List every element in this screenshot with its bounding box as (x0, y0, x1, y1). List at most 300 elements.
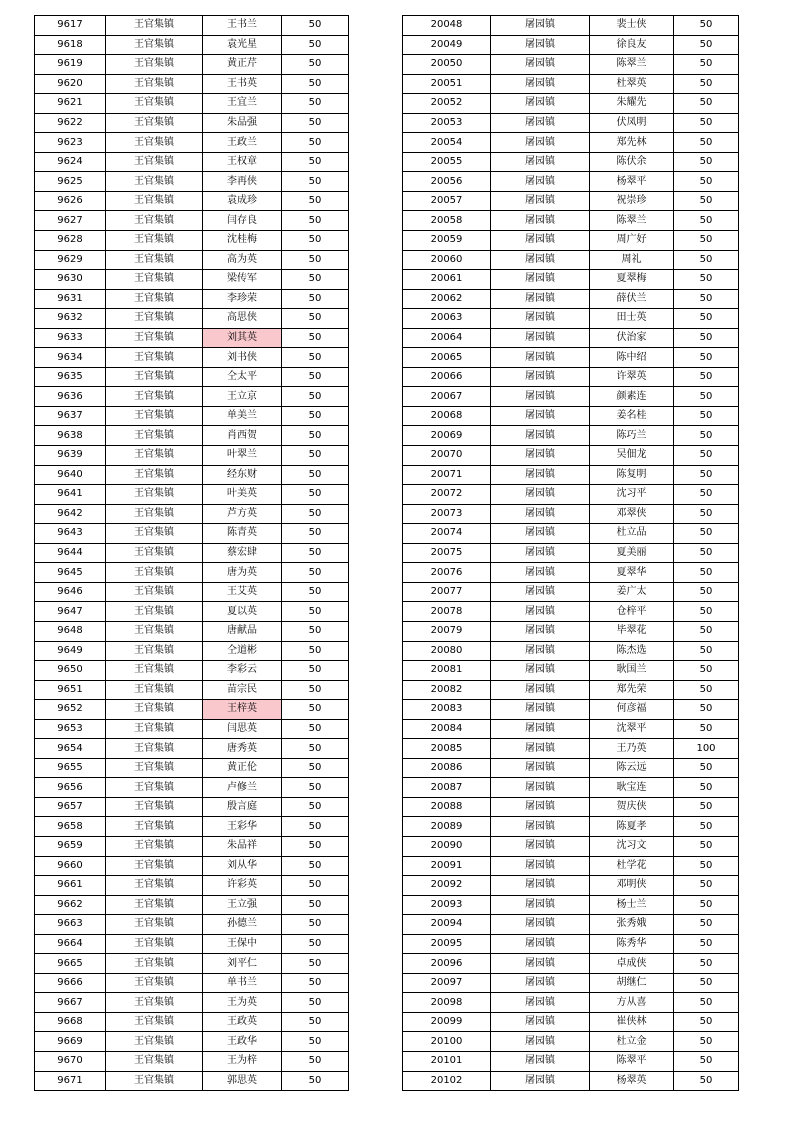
amount-cell: 50 (674, 661, 739, 681)
name-cell: 杜翠英 (590, 74, 674, 94)
table-row (403, 719, 739, 739)
town-cell: 屠园镇 (491, 55, 590, 75)
table-row (403, 270, 739, 290)
id-cell: 20071 (403, 465, 491, 485)
name-cell: 夏美丽 (590, 543, 674, 563)
id-cell: 20059 (403, 231, 491, 251)
amount-cell: 50 (674, 152, 739, 172)
id-cell: 20094 (403, 915, 491, 935)
amount-cell: 50 (674, 524, 739, 544)
id-cell: 9664 (35, 934, 106, 954)
name-cell: 张秀娥 (590, 915, 674, 935)
town-cell: 王官集镇 (106, 1051, 203, 1071)
table-row (403, 778, 739, 798)
id-cell: 9665 (35, 954, 106, 974)
amount-cell: 50 (674, 289, 739, 309)
id-cell: 9649 (35, 641, 106, 661)
name-cell: 陈翠兰 (590, 211, 674, 231)
town-cell: 屠园镇 (491, 739, 590, 759)
amount-cell: 50 (674, 55, 739, 75)
amount-cell: 50 (282, 211, 349, 231)
town-cell: 王官集镇 (106, 231, 203, 251)
table-row (35, 1071, 349, 1091)
town-cell: 王官集镇 (106, 113, 203, 133)
table-row (35, 113, 349, 133)
town-cell: 王官集镇 (106, 856, 203, 876)
town-cell: 屠园镇 (491, 602, 590, 622)
town-cell: 屠园镇 (491, 426, 590, 446)
town-cell: 王官集镇 (106, 133, 203, 153)
id-cell: 9645 (35, 563, 106, 583)
amount-cell: 50 (674, 641, 739, 661)
town-cell: 屠园镇 (491, 680, 590, 700)
id-cell: 9667 (35, 993, 106, 1013)
table-row (35, 211, 349, 231)
name-cell: 高为英 (203, 250, 282, 270)
table-row (35, 680, 349, 700)
table-row (35, 778, 349, 798)
table-row (35, 328, 349, 348)
name-cell: 孙德兰 (203, 915, 282, 935)
name-cell: 沈习平 (590, 485, 674, 505)
amount-cell: 50 (282, 524, 349, 544)
town-cell: 王官集镇 (106, 582, 203, 602)
id-cell: 9652 (35, 700, 106, 720)
name-cell: 郭思英 (203, 1071, 282, 1091)
amount-cell: 50 (674, 621, 739, 641)
amount-cell: 50 (674, 993, 739, 1013)
name-cell: 闫存良 (203, 211, 282, 231)
town-cell: 屠园镇 (491, 172, 590, 192)
table-row (403, 524, 739, 544)
id-cell: 20057 (403, 191, 491, 211)
id-cell: 9625 (35, 172, 106, 192)
name-cell: 崔侠林 (590, 1012, 674, 1032)
id-cell: 9633 (35, 328, 106, 348)
amount-cell: 50 (674, 231, 739, 251)
amount-cell: 50 (674, 836, 739, 856)
name-cell: 夏翠华 (590, 563, 674, 583)
name-cell: 颜素连 (590, 387, 674, 407)
name-cell: 邓明侠 (590, 876, 674, 896)
town-cell: 王官集镇 (106, 55, 203, 75)
amount-cell: 50 (674, 133, 739, 153)
id-cell: 9622 (35, 113, 106, 133)
left-table-body (35, 16, 349, 1091)
amount-cell: 50 (282, 641, 349, 661)
id-cell: 20097 (403, 973, 491, 993)
name-cell: 伏凤明 (590, 113, 674, 133)
town-cell: 王官集镇 (106, 152, 203, 172)
name-cell: 邓翠侠 (590, 504, 674, 524)
name-cell: 姜名桂 (590, 406, 674, 426)
town-cell: 王官集镇 (106, 191, 203, 211)
id-cell: 9654 (35, 739, 106, 759)
name-cell: 叶翠兰 (203, 446, 282, 466)
name-cell: 田士英 (590, 309, 674, 329)
town-cell: 王官集镇 (106, 778, 203, 798)
id-cell: 20087 (403, 778, 491, 798)
name-cell: 沈翠平 (590, 719, 674, 739)
amount-cell: 50 (282, 719, 349, 739)
name-cell: 刘书侠 (203, 348, 282, 368)
id-cell: 20067 (403, 387, 491, 407)
name-cell: 刘平仁 (203, 954, 282, 974)
amount-cell: 50 (282, 387, 349, 407)
town-cell: 屠园镇 (491, 113, 590, 133)
name-cell: 陈复明 (590, 465, 674, 485)
table-row (35, 700, 349, 720)
town-cell: 王官集镇 (106, 74, 203, 94)
town-cell: 王官集镇 (106, 485, 203, 505)
town-cell: 屠园镇 (491, 954, 590, 974)
name-cell: 殷言庭 (203, 797, 282, 817)
name-cell: 耿国兰 (590, 661, 674, 681)
amount-cell: 50 (674, 797, 739, 817)
town-cell: 屠园镇 (491, 406, 590, 426)
id-cell: 20081 (403, 661, 491, 681)
amount-cell: 50 (282, 836, 349, 856)
amount-cell: 50 (282, 74, 349, 94)
town-cell: 王官集镇 (106, 915, 203, 935)
table-row (35, 797, 349, 817)
name-cell: 卓成侠 (590, 954, 674, 974)
table-row (35, 231, 349, 251)
name-cell: 卢修兰 (203, 778, 282, 798)
table-row (35, 35, 349, 55)
amount-cell: 50 (674, 973, 739, 993)
town-cell: 王官集镇 (106, 446, 203, 466)
name-cell: 单美兰 (203, 406, 282, 426)
town-cell: 屠园镇 (491, 895, 590, 915)
amount-cell: 100 (674, 739, 739, 759)
amount-cell: 50 (674, 758, 739, 778)
amount-cell: 50 (674, 954, 739, 974)
name-cell: 王立京 (203, 387, 282, 407)
amount-cell: 50 (282, 934, 349, 954)
table-row (35, 16, 349, 36)
name-cell: 王宜兰 (203, 94, 282, 114)
table-row (403, 543, 739, 563)
amount-cell: 50 (282, 426, 349, 446)
id-cell: 9627 (35, 211, 106, 231)
name-cell: 王权章 (203, 152, 282, 172)
amount-cell: 50 (282, 876, 349, 896)
town-cell: 王官集镇 (106, 524, 203, 544)
amount-cell: 50 (282, 895, 349, 915)
name-cell: 周广好 (590, 231, 674, 251)
amount-cell: 50 (282, 191, 349, 211)
id-cell: 20055 (403, 152, 491, 172)
amount-cell: 50 (674, 328, 739, 348)
town-cell: 屠园镇 (491, 35, 590, 55)
table-row (403, 250, 739, 270)
town-cell: 屠园镇 (491, 973, 590, 993)
name-cell: 王为梓 (203, 1051, 282, 1071)
town-cell: 屠园镇 (491, 543, 590, 563)
town-cell: 王官集镇 (106, 954, 203, 974)
name-cell: 杨士兰 (590, 895, 674, 915)
name-cell: 贺庆侠 (590, 797, 674, 817)
id-cell: 9637 (35, 406, 106, 426)
name-cell: 陈杰选 (590, 641, 674, 661)
table-row (403, 113, 739, 133)
town-cell: 王官集镇 (106, 797, 203, 817)
amount-cell: 50 (674, 446, 739, 466)
amount-cell: 50 (282, 328, 349, 348)
table-row (403, 641, 739, 661)
table-row (403, 1051, 739, 1071)
table-row (35, 309, 349, 329)
table-row (35, 524, 349, 544)
id-cell: 9631 (35, 289, 106, 309)
name-cell: 郑先林 (590, 133, 674, 153)
amount-cell: 50 (282, 797, 349, 817)
amount-cell: 50 (674, 934, 739, 954)
table-row (35, 621, 349, 641)
amount-cell: 50 (674, 817, 739, 837)
name-cell: 杜立金 (590, 1032, 674, 1052)
amount-cell: 50 (282, 680, 349, 700)
table-row (403, 16, 739, 36)
table-row (35, 661, 349, 681)
table-row (35, 739, 349, 759)
table-row (403, 446, 739, 466)
name-cell: 何彦福 (590, 700, 674, 720)
amount-cell: 50 (674, 563, 739, 583)
amount-cell: 50 (282, 250, 349, 270)
id-cell: 9641 (35, 485, 106, 505)
town-cell: 屠园镇 (491, 1012, 590, 1032)
name-cell: 仝太平 (203, 367, 282, 387)
id-cell: 9651 (35, 680, 106, 700)
table-row (403, 152, 739, 172)
town-cell: 王官集镇 (106, 465, 203, 485)
name-cell: 李再侠 (203, 172, 282, 192)
name-cell: 沈习文 (590, 836, 674, 856)
name-cell: 蔡宏肆 (203, 543, 282, 563)
town-cell: 屠园镇 (491, 16, 590, 36)
town-cell: 屠园镇 (491, 211, 590, 231)
amount-cell: 50 (674, 270, 739, 290)
table-row (403, 895, 739, 915)
amount-cell: 50 (282, 348, 349, 368)
amount-cell: 50 (282, 113, 349, 133)
name-cell: 杜立品 (590, 524, 674, 544)
town-cell: 王官集镇 (106, 94, 203, 114)
name-cell: 肖西贺 (203, 426, 282, 446)
id-cell: 20092 (403, 876, 491, 896)
id-cell: 9648 (35, 621, 106, 641)
name-cell: 徐良友 (590, 35, 674, 55)
amount-cell: 50 (674, 602, 739, 622)
town-cell: 屠园镇 (491, 191, 590, 211)
town-cell: 屠园镇 (491, 348, 590, 368)
amount-cell: 50 (282, 172, 349, 192)
table-row (35, 719, 349, 739)
amount-cell: 50 (282, 739, 349, 759)
table-row (403, 836, 739, 856)
town-cell: 王官集镇 (106, 836, 203, 856)
name-cell: 朱品强 (203, 113, 282, 133)
amount-cell: 50 (674, 367, 739, 387)
id-cell: 20062 (403, 289, 491, 309)
table-row (35, 465, 349, 485)
id-cell: 20080 (403, 641, 491, 661)
id-cell: 20056 (403, 172, 491, 192)
town-cell: 王官集镇 (106, 1032, 203, 1052)
id-cell: 20083 (403, 700, 491, 720)
table-row (403, 856, 739, 876)
amount-cell: 50 (674, 113, 739, 133)
town-cell: 王官集镇 (106, 563, 203, 583)
table-row (35, 1012, 349, 1032)
table-row (403, 387, 739, 407)
town-cell: 王官集镇 (106, 739, 203, 759)
id-cell: 20090 (403, 836, 491, 856)
town-cell: 屠园镇 (491, 328, 590, 348)
town-cell: 王官集镇 (106, 270, 203, 290)
amount-cell: 50 (674, 406, 739, 426)
id-cell: 20064 (403, 328, 491, 348)
amount-cell: 50 (674, 915, 739, 935)
amount-cell: 50 (674, 700, 739, 720)
table-row (403, 465, 739, 485)
amount-cell: 50 (282, 602, 349, 622)
id-cell: 9638 (35, 426, 106, 446)
name-cell: 陈云远 (590, 758, 674, 778)
amount-cell: 50 (674, 94, 739, 114)
id-cell: 9666 (35, 973, 106, 993)
name-cell: 唐秀英 (203, 739, 282, 759)
table-row (403, 876, 739, 896)
name-cell: 仓梓平 (590, 602, 674, 622)
town-cell: 王官集镇 (106, 328, 203, 348)
name-cell: 陈青英 (203, 524, 282, 544)
id-cell: 20075 (403, 543, 491, 563)
table-row (35, 602, 349, 622)
name-cell: 梁传军 (203, 270, 282, 290)
amount-cell: 50 (674, 1032, 739, 1052)
town-cell: 屠园镇 (491, 582, 590, 602)
name-cell: 薛伏兰 (590, 289, 674, 309)
name-cell: 王保中 (203, 934, 282, 954)
name-cell: 唐献品 (203, 621, 282, 641)
name-cell: 王梓英 (203, 700, 282, 720)
right-table (402, 15, 739, 1091)
id-cell: 20049 (403, 35, 491, 55)
table-row (35, 895, 349, 915)
town-cell: 屠园镇 (491, 934, 590, 954)
id-cell: 9650 (35, 661, 106, 681)
amount-cell: 50 (674, 16, 739, 36)
amount-cell: 50 (282, 915, 349, 935)
id-cell: 9653 (35, 719, 106, 739)
table-row (35, 954, 349, 974)
table-row (35, 289, 349, 309)
table-row (35, 348, 349, 368)
id-cell: 9628 (35, 231, 106, 251)
table-row (35, 270, 349, 290)
table-row (35, 973, 349, 993)
name-cell: 朱品祥 (203, 836, 282, 856)
amount-cell: 50 (282, 700, 349, 720)
name-cell: 杨翠英 (590, 1071, 674, 1091)
id-cell: 9636 (35, 387, 106, 407)
id-cell: 20072 (403, 485, 491, 505)
table-row (403, 426, 739, 446)
id-cell: 20079 (403, 621, 491, 641)
id-cell: 9656 (35, 778, 106, 798)
town-cell: 王官集镇 (106, 680, 203, 700)
id-cell: 9670 (35, 1051, 106, 1071)
table-row (35, 446, 349, 466)
name-cell: 黄正伦 (203, 758, 282, 778)
id-cell: 20101 (403, 1051, 491, 1071)
town-cell: 屠园镇 (491, 289, 590, 309)
id-cell: 20076 (403, 563, 491, 583)
id-cell: 20089 (403, 817, 491, 837)
town-cell: 屠园镇 (491, 719, 590, 739)
id-cell: 20098 (403, 993, 491, 1013)
name-cell: 刘从华 (203, 856, 282, 876)
table-row (35, 74, 349, 94)
amount-cell: 50 (282, 973, 349, 993)
table-row (35, 934, 349, 954)
id-cell: 20070 (403, 446, 491, 466)
name-cell: 王书英 (203, 74, 282, 94)
table-row (403, 74, 739, 94)
name-cell: 毕翠花 (590, 621, 674, 641)
table-row (35, 876, 349, 896)
id-cell: 9623 (35, 133, 106, 153)
amount-cell: 50 (282, 465, 349, 485)
name-cell: 陈翠平 (590, 1051, 674, 1071)
id-cell: 20069 (403, 426, 491, 446)
id-cell: 9620 (35, 74, 106, 94)
name-cell: 陈夏孝 (590, 817, 674, 837)
name-cell: 陈中绍 (590, 348, 674, 368)
id-cell: 9639 (35, 446, 106, 466)
amount-cell: 50 (282, 35, 349, 55)
town-cell: 屠园镇 (491, 250, 590, 270)
table-row (403, 504, 739, 524)
id-cell: 9626 (35, 191, 106, 211)
name-cell: 王艾英 (203, 582, 282, 602)
name-cell: 叶美英 (203, 485, 282, 505)
id-cell: 20073 (403, 504, 491, 524)
table-row (35, 563, 349, 583)
table-row (35, 367, 349, 387)
town-cell: 屠园镇 (491, 1071, 590, 1091)
amount-cell: 50 (282, 94, 349, 114)
name-cell: 胡继仁 (590, 973, 674, 993)
town-cell: 屠园镇 (491, 387, 590, 407)
id-cell: 9629 (35, 250, 106, 270)
town-cell: 屠园镇 (491, 778, 590, 798)
table-row (403, 621, 739, 641)
name-cell: 唐为英 (203, 563, 282, 583)
town-cell: 屠园镇 (491, 621, 590, 641)
town-cell: 王官集镇 (106, 211, 203, 231)
town-cell: 王官集镇 (106, 1012, 203, 1032)
town-cell: 王官集镇 (106, 426, 203, 446)
table-row (35, 993, 349, 1013)
amount-cell: 50 (674, 309, 739, 329)
amount-cell: 50 (282, 1071, 349, 1091)
town-cell: 王官集镇 (106, 621, 203, 641)
id-cell: 9632 (35, 309, 106, 329)
